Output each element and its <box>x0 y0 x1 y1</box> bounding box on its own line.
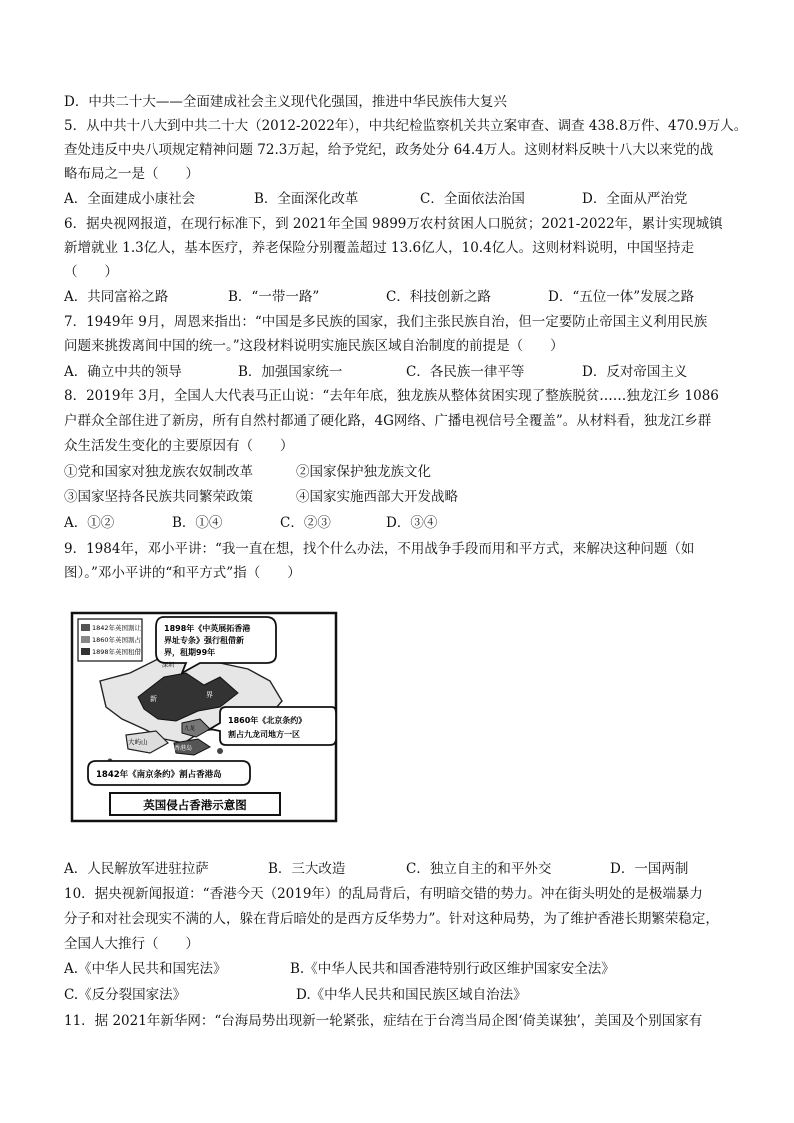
q10-option-b[interactable]: B.《中华人民共和国香港特别行政区维护国家安全法》 <box>290 961 615 977</box>
legend-swatch-1898 <box>81 648 90 655</box>
q5-option-c[interactable]: C．全面依法治国 <box>420 191 525 207</box>
q9-option-b[interactable]: B．三大改造 <box>268 861 346 877</box>
label-xin: 新 <box>150 695 157 703</box>
q8-statement-1: ①党和国家对独龙族农奴制改革 <box>64 464 253 480</box>
q8-stem-line-1: 8．2019年 3月，全国人大代表马正山说：“去年年底，独龙族从整体贫困实现了整族脱贫……独龙江乡 1086 <box>64 388 719 404</box>
q7-stem-line-2: 问题来挑拨离间中国的统一。”这段材料说明实施民族区域自治制度的前提是（ ） <box>64 338 564 354</box>
q6-option-b[interactable]: B．“一带一路” <box>228 289 320 305</box>
legend-label-1842: 1842年英国割让 <box>92 624 142 632</box>
q10-option-d[interactable]: D.《中华人民共和国民族区域自治法》 <box>296 987 527 1003</box>
q10-stem-line-1: 10．据央视新闻报道：“香港今天（2019年）的乱局背后，有明暗交错的势力。冲在街头明处的是极端暴力 <box>64 886 703 902</box>
label-big-island: 大屿山 <box>128 738 148 746</box>
island-dot <box>217 748 223 754</box>
q6-option-a[interactable]: A．共同富裕之路 <box>64 289 169 305</box>
callout-1898-line-1: 1898年《中英展拓香港 <box>164 624 251 633</box>
q8-option-a[interactable]: A．①② <box>64 515 115 531</box>
q8-option-c[interactable]: C．②③ <box>280 515 331 531</box>
q9-option-c[interactable]: C．独立自主的和平外交 <box>406 861 552 877</box>
q6-stem-line-1: 6．据央视网报道，在现行标准下，到 2021年全国 9899万农村贫困人口脱贫；2021-2022年，累计实现城镇 <box>64 216 723 232</box>
q4-option-d: D．中共二十大——全面建成社会主义现代化强国，推进中华民族伟大复兴 <box>64 94 507 110</box>
q8-option-b[interactable]: B．①④ <box>172 515 223 531</box>
q8-statement-4: ④国家实施西部大开发战略 <box>296 489 458 505</box>
q5-stem-line-1: 5．从中共十八大到中共二十大（2012-2022年），中共纪检监察机关共立案审查、调查 438.8万件、470.9万人。 <box>64 118 748 134</box>
q5-stem-line-3: 略布局之一是（ ） <box>64 166 199 182</box>
q5-option-d[interactable]: D．全面从严治党 <box>582 191 688 207</box>
hong-kong-map-figure <box>70 611 338 823</box>
q6-stem-line-3: （ ） <box>64 264 118 280</box>
label-kowloon: 九龙 <box>184 726 196 732</box>
legend-swatch-1842 <box>81 624 90 631</box>
callout-1898-line-2: 界址专条》强行租借新 <box>164 636 244 645</box>
q5-option-a[interactable]: A．全面建成小康社会 <box>64 191 196 207</box>
q8-stem-line-3: 众生活发生变化的主要原因有（ ） <box>64 438 294 454</box>
label-city: 深圳 <box>162 662 175 669</box>
q11-stem-line-1: 11．据 2021年新华网：“台海局势出现新一轮紧张，症结在于台湾当局企图‘倚美谋独’，美国及个别国家有 <box>64 1013 703 1029</box>
q5-stem-line-2: 查处违反中央八项规定精神问题 72.3万起，给予党纪，政务处分 64.4万人。这则材料反映十八大以来党的战 <box>64 142 714 158</box>
q10-option-a[interactable]: A.《中华人民共和国宪法》 <box>64 961 227 977</box>
callout-1860-line-2: 割占九龙司地方一区 <box>228 730 300 739</box>
label-jie: 界 <box>206 691 213 699</box>
legend-swatch-1860 <box>81 636 90 643</box>
q6-option-c[interactable]: C．科技创新之路 <box>386 289 491 305</box>
q10-stem-line-2: 分子和对社会现实不满的人，躲在背后暗处的是西方反华势力”。针对这种局势，为了维护香港长期繁荣稳定， <box>64 911 719 927</box>
q7-stem-line-1: 7．1949年 9月，周恩来指出：“中国是多民族的国家，我们主张民族自治，但一定要防止帝国主义利用民族 <box>64 314 708 330</box>
q8-option-d[interactable]: D．③④ <box>386 515 438 531</box>
q7-option-c[interactable]: C．各民族一律平等 <box>406 364 525 380</box>
q7-option-b[interactable]: B．加强国家统一 <box>238 364 343 380</box>
q8-stem-line-2: 户群众全部住进了新房，所有自然村都通了硬化路，4G网络、广播电视信号全覆盖”。从材料看，独龙江乡群 <box>64 413 712 429</box>
q9-option-a[interactable]: A．人民解放军进驻拉萨 <box>64 861 209 877</box>
q8-statement-2: ②国家保护独龙族文化 <box>296 464 431 480</box>
map-title: 英国侵占香港示意图 <box>143 798 247 812</box>
q9-option-d[interactable]: D．一国两制 <box>610 861 689 877</box>
q5-option-b[interactable]: B．全面深化改革 <box>254 191 359 207</box>
legend-label-1898: 1898年英国租借 <box>92 648 142 656</box>
callout-1842-text: 1842年《南京条约》割占香港岛 <box>96 770 222 780</box>
callout-1860-bubble <box>210 707 336 745</box>
callout-1898-line-3: 界，租期99年 <box>164 648 216 657</box>
q9-stem-line-1: 9．1984年，邓小平讲：“我一直在想，找个什么办法，不用战争手段而用和平方式，来解决这种问题（如 <box>64 541 695 557</box>
q7-option-a[interactable]: A．确立中共的领导 <box>64 364 182 380</box>
q10-option-c[interactable]: C.《反分裂国家法》 <box>64 987 187 1003</box>
q10-stem-line-3: 全国人大推行（ ） <box>64 936 199 952</box>
callout-1860-line-1: 1860年《北京条约》 <box>228 716 307 725</box>
legend-label-1860: 1860年英国割占 <box>92 636 142 644</box>
label-hk-island: 香港岛 <box>174 745 193 752</box>
q9-stem-line-2: 图）。”邓小平讲的“和平方式”指（ ） <box>64 565 301 581</box>
q7-option-d[interactable]: D．反对帝国主义 <box>582 364 688 380</box>
q6-stem-line-2: 新增就业 1.3亿人，基本医疗，养老保险分别覆盖超过 13.6亿人，10.4亿人。这则材料说明，中国坚持走 <box>64 240 695 256</box>
q8-statement-3: ③国家坚持各民族共同繁荣政策 <box>64 489 253 505</box>
q6-option-d[interactable]: D．“五位一体”发展之路 <box>548 289 695 305</box>
